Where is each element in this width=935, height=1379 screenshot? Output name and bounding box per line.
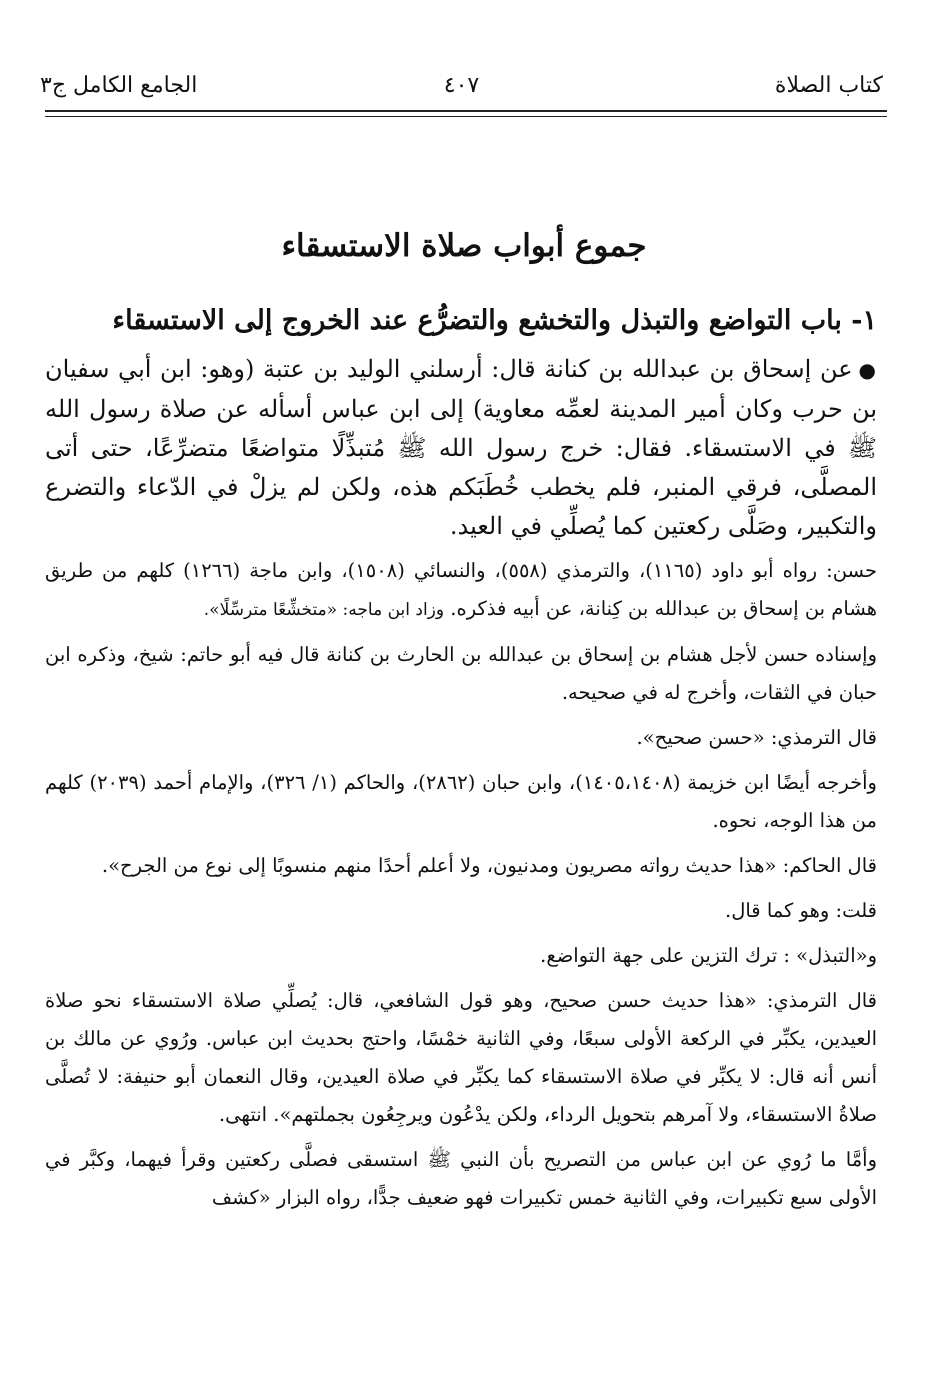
chapter-title: جموع أبواب صلاة الاستسقاء bbox=[281, 228, 647, 264]
header-rule-thin bbox=[45, 116, 887, 117]
book-title: الجامع الكامل ج٣ bbox=[40, 73, 198, 98]
section-title: ١- باب التواضع والتبذل والتخشع والتضرُّع عند الخروج إلى الاستسقاء bbox=[112, 305, 877, 336]
note-paragraph: وأمَّا ما رُوي عن ابن عباس من التصريح بأن النبي ﷺ استسقى فصلَّى ركعتين وقرأ فيهما، وكبَّر في الأولى سبع تكبيرات، وفي الثانية خمس تكبيرات فهو ضعيف جدًّا، رواه البزار «كشف bbox=[45, 1148, 877, 1209]
note-text: حسن: رواه أبو داود (١١٦٥)، والترمذي (٥٥٨)، والنسائي (١٥٠٨)، وابن ماجة (١٢٦٦) كلهم من طريق هشام بن إسحاق بن عبدالله بن كِنانة، عن أبيه فذكره. bbox=[45, 559, 878, 620]
note-paragraph: قال الحاكم: «هذا حديث رواته مصريون ومدنيون، ولا أعلم أحدًا منهم منسوبًا إلى نوع من الجرح». bbox=[101, 854, 877, 877]
hadith-body: عن إسحاق بن عبدالله بن كنانة قال: أرسلني الوليد بن عتبة (وهو: ابن أبي سفيان بن حرب وكان أمير المدينة لعمِّه معاوية) إلى ابن عباس أسأله عن صلاة رسول الله ﷺ في الاستسقاء. فقال: خرج رسول الله ﷺ مُتبذِّلًا متواضعًا متضرِّعًا، حتى أتى المصلَّى، فرقي المنبر، فلم يخطب خُطَبَكم هذه، ولكن لم يزلْ في الدّعاء والتضرع والتكبير، وصَلَّى ركعتين كما يُصلِّي في العيد. bbox=[45, 355, 877, 540]
note-addition: وزاد ابن ماجه: «متخشِّعًا مترسِّلًا». bbox=[203, 600, 445, 620]
bullet-icon: ● bbox=[858, 358, 878, 382]
hadith-text bbox=[45, 350, 877, 546]
note-paragraph: قال الترمذي: «هذا حديث حسن صحيح، وهو قول الشافعي، قال: يُصلِّي صلاة الاستسقاء نحو صلاة العيدين، يكبِّر في الركعة الأولى سبعًا، وفي الثانية خمْسًا، واحتج بحديث ابن عباس. ورُوي عن مالك بن أنس أنه قال: لا يكبِّر في صلاة الاستسقاء كما يكبِّر في صلاة العيدين، وقال النعمان أبو حنيفة: لا تُصلَّى صلاةُ الاستسقاء، ولا آمرهم بتحويل الرداء، ولكن يدْعُون ويرجِعُون بجملتهم». انتهى. bbox=[45, 989, 877, 1126]
book-section-title: كتاب الصلاة bbox=[774, 73, 883, 98]
note-paragraph: قال الترمذي: «حسن صحيح». bbox=[636, 726, 877, 749]
note-paragraph: وأخرجه أيضًا ابن خزيمة (١٤٠٥،١٤٠٨)، وابن حبان (٢٨٦٢)، والحاكم (١/ ٣٢٦)، والإمام أحمد (٢٠٣٩) كلهم من هذا الوجه، نحوه. bbox=[45, 771, 877, 832]
note-paragraph: وإسناده حسن لأجل هشام بن إسحاق بن عبدالله بن الحارث بن كنانة قال فيه أبو حاتم: شيخ، وذكره ابن حبان في الثقات، وأخرج له في صحيحه. bbox=[45, 643, 877, 704]
note-paragraph bbox=[45, 552, 877, 629]
header-rule-thick bbox=[45, 110, 887, 112]
note-paragraph: و«التبذل» : ترك التزين على جهة التواضع. bbox=[540, 944, 877, 967]
page-content bbox=[45, 350, 877, 1224]
page-number: ٤٠٧ bbox=[443, 73, 480, 98]
running-header bbox=[40, 66, 883, 106]
note-paragraph: قلت: وهو كما قال. bbox=[725, 899, 877, 922]
